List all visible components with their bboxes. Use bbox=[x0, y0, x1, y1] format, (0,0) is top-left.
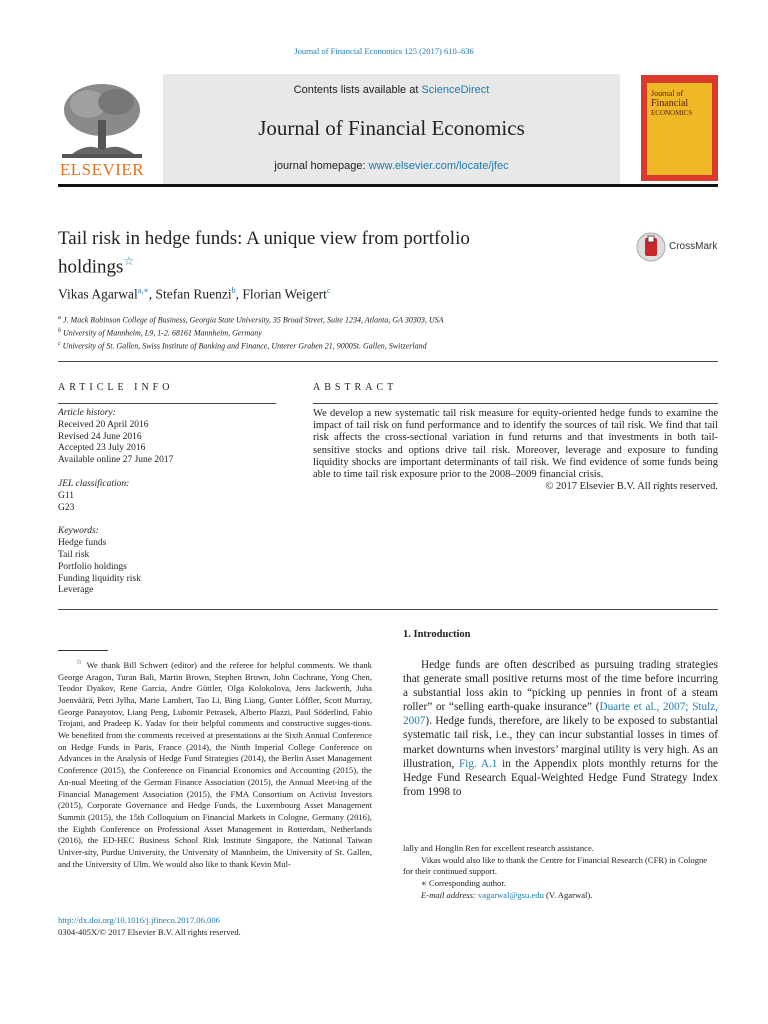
publisher-name: ELSEVIER bbox=[59, 160, 145, 179]
keyword: Leverage bbox=[58, 585, 94, 596]
keywords-label: Keywords: bbox=[58, 526, 99, 537]
journal-title: Journal of Financial Economics bbox=[258, 116, 525, 140]
author-affil-sup[interactable]: b bbox=[231, 286, 236, 295]
section-heading-introduction: 1. Introduction bbox=[403, 629, 471, 640]
jel-label: JEL classification: bbox=[58, 478, 130, 489]
homepage-link[interactable]: www.elsevier.com/locate/jfec bbox=[368, 160, 509, 172]
footnote-rule bbox=[58, 650, 108, 651]
citation-link[interactable]: Duarte et al., 2007; Stulz, 2007 bbox=[403, 701, 718, 728]
divider bbox=[58, 403, 276, 404]
elsevier-tree-icon bbox=[58, 80, 146, 162]
crossmark-icon bbox=[636, 232, 666, 262]
affiliation: $^c$ University of St. Gallen, Swiss Institute of Banking and Finance, Unterer Graben 21, 9000St. Gallen, Switzerland bbox=[58, 341, 427, 351]
figure-link[interactable]: Fig. A.1 bbox=[459, 757, 498, 770]
author-name[interactable]: Vikas Agarwal bbox=[58, 286, 138, 302]
abstract-heading: ABSTRACT bbox=[313, 382, 398, 393]
history-item: Received 20 April 2016 bbox=[58, 419, 149, 430]
author-name[interactable]: Florian Weigert bbox=[242, 286, 327, 302]
contents-line bbox=[163, 84, 620, 96]
footnote-acknowledgments bbox=[58, 657, 372, 871]
affiliations bbox=[58, 313, 444, 352]
issn-line: 0304-405X/© 2017 Elsevier B.V. All rights reserved. bbox=[58, 926, 241, 937]
doi-block bbox=[58, 915, 241, 938]
header-rule bbox=[58, 184, 718, 187]
homepage-line bbox=[163, 160, 620, 172]
abstract-text: We develop a new systematic tail risk measure for equity-oriented hedge funds to examine the impact of tail risk on fund performance and to identify the sources of tail risk. We find that tail risk affects the cross-sectional variation in fund returns and that investments in both tail-sensitive stocks and options drive tail risk. Moreover, leverage and exposure to funding liquidity shocks are important determinants of tail risk. We find evidence of some funds being able to time tail risk exposure prior to the 2008–2009 financial crisis. bbox=[313, 408, 718, 481]
footnote-text: We thank Bill Schwert (editor) and the referee for helpful comments. We thank George Aragon, Turan Bali, Martin Brown, Stephen Brown, John Cochrane, Yong Chen, Teodor Dyakov, Rene Garcia, Andre Güttler, Olga Kolokolova, Jens Jackwerth, Juha Joenväärä, Petri Jylha, Marie Lambert, Tao Li, Bing Liang, Gunter Löffler, Scott Murray, George Panayotov, Liang Peng, Lubomir Petrasek, Alberto Plazzi, Paul Söderlind, Fabio Trojani, and Pradeep K. Yadav for their helpful comments and constructive sugges-tions. We benefited from the comments received at presentations at the Sixth Annual Conference on Hedge Funds in Paris, France (2014), the Ninth Imperial College Conference on Advances in the Analysis of Hedge Fund Strategies (2014), the Berlin Asset Management Conference (2015), the Conference on Financial Economics and Accounting (2015), the An-nual Meeting of the German Finance Association (2015), the Annual Meet-ing of the Financial Management Association (2015), the FMA Consortium on Activist Investors (2015), Corporate Governance and Hedge Funds, the Luxembourg Asset Management Summit (2015), the 15th Colloquium on Financial Markets in Cologne, Germany (2016), the Eighth Conference on Professional Asset Management in Rotterdam, Netherlands (2016), the ED-HEC Business School Risk Institute Singapore, the National Taiwan Univer-sity, Purdue University, the University of Mannheim, the University of St. Gallen, and the University of Ulm. We would also like to thank Kevin Mul- bbox=[58, 659, 372, 869]
footnote-star: ☆ bbox=[76, 658, 84, 666]
article-info bbox=[58, 408, 276, 597]
divider bbox=[313, 403, 718, 404]
author-affil-sup[interactable]: c bbox=[326, 286, 331, 295]
keyword: Funding liquidity risk bbox=[58, 573, 141, 584]
contents-prefix: Contents lists available at bbox=[293, 84, 422, 96]
divider bbox=[58, 361, 718, 362]
corresponding-author-note: ∗ Corresponding author. bbox=[421, 878, 506, 889]
title-footnote-star[interactable]: ☆ bbox=[123, 254, 135, 268]
footnote-cont-line: lally and Honglin Ren for excellent research assistance. bbox=[403, 843, 594, 853]
history-label: Article history: bbox=[58, 408, 116, 418]
journal-reference[interactable]: Journal of Financial Economics 125 (2017) 610–636 bbox=[294, 46, 474, 56]
abstract-copyright: © 2017 Elsevier B.V. All rights reserved. bbox=[545, 481, 718, 493]
jel-code: G23 bbox=[58, 502, 75, 513]
article-info-heading: ARTICLE INFO bbox=[58, 382, 174, 393]
affiliation: $^b$ University of Mannheim, L9, 1-2. 68161 Mannheim, Germany bbox=[58, 328, 262, 338]
cover-title: Journal of Financial ECONOMICS bbox=[651, 89, 693, 117]
abstract-body bbox=[313, 408, 718, 493]
keyword: Tail risk bbox=[58, 549, 90, 560]
sciencedirect-link[interactable]: ScienceDirect bbox=[421, 84, 490, 96]
history-item: Revised 24 June 2016 bbox=[58, 431, 142, 442]
footnote-cont-line: Vikas would also like to thank the Centre for Financial Research (CFR) in Cologne for their continued support. bbox=[403, 854, 708, 877]
author-affil-sup[interactable]: a,∗ bbox=[137, 286, 149, 295]
crossmark-badge[interactable] bbox=[636, 232, 718, 262]
crossmark-label: CrossMark bbox=[669, 241, 718, 252]
jel-code: G11 bbox=[58, 490, 75, 501]
homepage-prefix: journal homepage: bbox=[274, 160, 369, 172]
keyword: Portfolio holdings bbox=[58, 561, 127, 572]
divider bbox=[58, 609, 718, 610]
keyword: Hedge funds bbox=[58, 538, 107, 549]
affiliation: $^a$ J. Mack Robinson College of Business, Georgia State University, 35 Broad Street, Suite 1234, Atlanta, GA 30303, USA bbox=[58, 315, 444, 325]
history-item: Available online 27 June 2017 bbox=[58, 455, 174, 466]
introduction-text: Hedge funds are often described as pursuing trading strategies that generate small positive returns most of the time before incurring a substantial loss akin to “picking up pennies in front of a steam roller” or “selling earth-quake insurance” (Duarte et al., 2007; Stulz, 2007). Hedge funds, therefore, are likely to be exposed to substantial systematic tail risk, i.e., they can incur substantial losses in times of market downturns when investors’ marginal utility is very high. As an illustration, Fig. A.1 in the Appendix plots monthly returns for the Hedge Fund Research Equal-Weighted Hedge Fund Strategy Index from 1998 to bbox=[403, 659, 719, 798]
cover-panel bbox=[647, 83, 712, 175]
footnote-continuation bbox=[403, 843, 718, 902]
doi-link[interactable]: http://dx.doi.org/10.1016/j.jfineco.2017.06.006 bbox=[58, 915, 220, 925]
elsevier-logo bbox=[58, 80, 146, 180]
article-title: Tail risk in hedge funds: A unique view from portfolio holdings☆ bbox=[58, 228, 470, 278]
history-item: Accepted 23 July 2016 bbox=[58, 443, 146, 454]
author-name[interactable]: Stefan Ruenzi bbox=[155, 286, 232, 302]
email-link[interactable]: vagarwal@gsu.edu bbox=[477, 889, 544, 900]
journal-cover[interactable] bbox=[641, 75, 718, 181]
email-line: E-mail address: vagarwal@gsu.edu (V. Agarwal). bbox=[421, 889, 593, 900]
author-list: Vikas Agarwal$^{a,∗}$, Stefan Ruenzi$^b$, Florian Weigert$^c$ bbox=[58, 286, 331, 302]
